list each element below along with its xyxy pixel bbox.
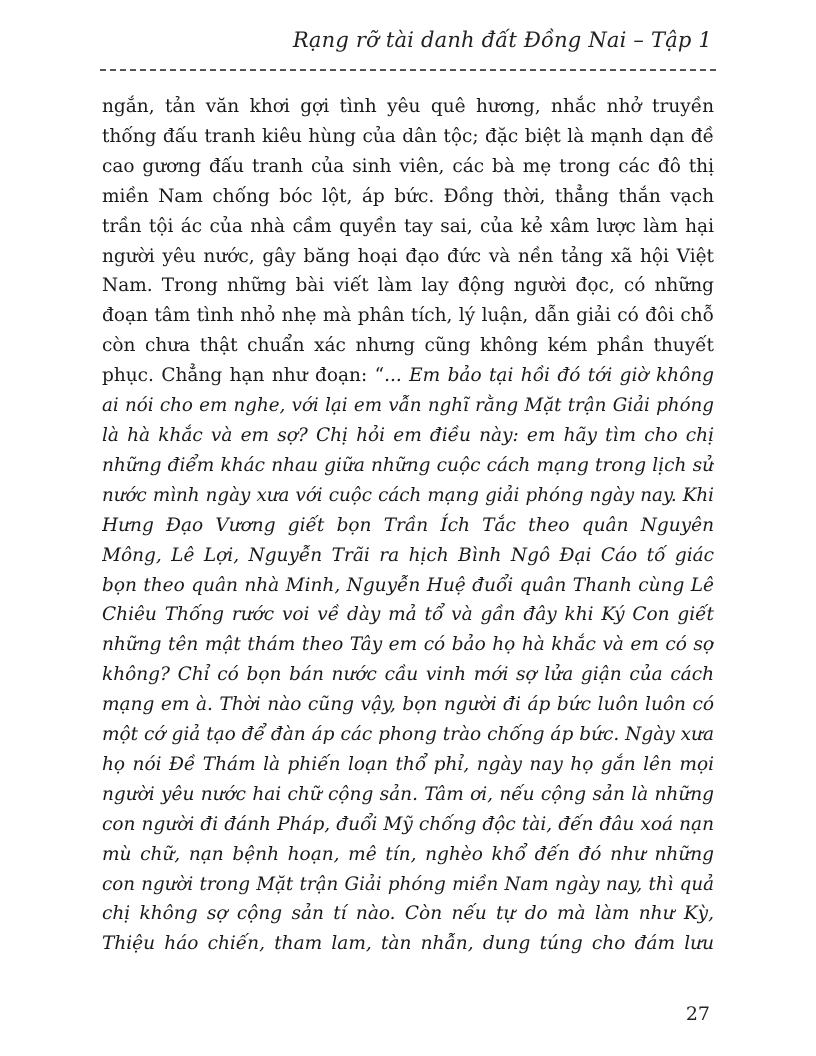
quote-line: một cớ giả tạo để đàn áp các phong trào chống áp bức. Ngày xưa xyxy=(102,724,714,746)
header-divider xyxy=(100,69,716,71)
quote-line: họ nói Đề Thám là phiến loạn thổ phỉ, ngày nay họ gắn lên mọi xyxy=(102,753,714,775)
quote-italic-part: ... Em bảo tại hồi đó tới giờ không xyxy=(384,365,714,387)
quote-line: người yêu nước hai chữ cộng sản. Tâm ơi, nếu cộng sản là những xyxy=(102,783,714,805)
text-line: Nam. Trong những bài viết làm lay động người đọc, có những xyxy=(102,275,714,297)
quote-line: không? Chỉ có bọn bán nước cầu vinh mới sợ lửa giận của cách xyxy=(102,664,714,686)
text-line: cao gương đấu tranh của sinh viên, các bà mẹ trong các đô thị xyxy=(102,155,714,177)
quote-line: mạng em à. Thời nào cũng vậy, bọn người đi áp bức luôn luôn có xyxy=(102,694,714,716)
text-roman-part: phục. Chẳng hạn như đoạn: “ xyxy=(102,365,385,387)
body-text xyxy=(102,92,714,959)
running-header: Rạng rỡ tài danh đất Đồng Nai – Tập 1 xyxy=(292,28,712,52)
quote-line: Chiêu Thống rước voi về dày mả tổ và gần đây khi Ký Con giết xyxy=(102,604,714,626)
text-line: thống đấu tranh kiêu hùng của dân tộc; đặc biệt là mạnh dạn đề xyxy=(102,125,714,147)
quote-line: chị không sợ cộng sản tí nào. Còn nếu tự do mà làm như Kỳ, xyxy=(102,903,714,925)
quote-line: là hà khắc và em sợ? Chị hỏi em điều này: em hãy tìm cho chị xyxy=(102,424,714,446)
page-number: 27 xyxy=(685,1003,710,1025)
text-line: ngắn, tản văn khơi gợi tình yêu quê hương, nhắc nhở truyền xyxy=(102,96,714,117)
quote-line: Hưng Đạo Vương giết bọn Trần Ích Tắc theo quân Nguyên xyxy=(102,514,714,536)
quote-line: Thiệu háo chiến, tham lam, tàn nhẫn, dung túng cho đám lưu xyxy=(102,933,714,955)
text-line-mixed xyxy=(102,361,714,391)
text-line: đoạn tâm tình nhỏ nhẹ mà phân tích, lý luận, dẫn giải có đôi chỗ xyxy=(102,305,714,327)
quote-line: bọn theo quân nhà Minh, Nguyễn Huệ đuổi quân Thanh cùng Lê xyxy=(102,574,714,596)
quote-line: con người trong Mặt trận Giải phóng miền Nam ngày nay, thì quả xyxy=(102,873,714,895)
quote-line: Mông, Lê Lợi, Nguyễn Trãi ra hịch Bình Ngô Đại Cáo tố giác xyxy=(102,544,714,566)
text-line: trần tội ác của nhà cầm quyền tay sai, của kẻ xâm lược làm hại xyxy=(102,215,714,237)
text-line: miền Nam chống bóc lột, áp bức. Đồng thời, thẳng thắn vạch xyxy=(102,185,714,207)
quote-line: ai nói cho em nghe, với lại em vẫn nghĩ rằng Mặt trận Giải phóng xyxy=(102,395,714,417)
quote-line: những tên mật thám theo Tây em có bảo họ hà khắc và em có sợ xyxy=(102,634,714,656)
quote-line: con người đi đánh Pháp, đuổi Mỹ chống độc tài, đến đâu xoá nạn xyxy=(102,813,714,835)
text-line: người yêu nước, gây băng hoại đạo đức và nền tảng xã hội Việt xyxy=(102,245,714,267)
quote-line: mù chữ, nạn bệnh hoạn, mê tín, nghèo khổ đến đó như những xyxy=(102,843,714,865)
quote-line: nước mình ngày xưa với cuộc cách mạng giải phóng ngày nay. Khi xyxy=(102,484,714,506)
quote-line: những điểm khác nhau giữa những cuộc cách mạng trong lịch sử xyxy=(102,454,714,476)
text-line: còn chưa thật chuẩn xác nhưng cũng không kém phần thuyết xyxy=(102,335,714,357)
